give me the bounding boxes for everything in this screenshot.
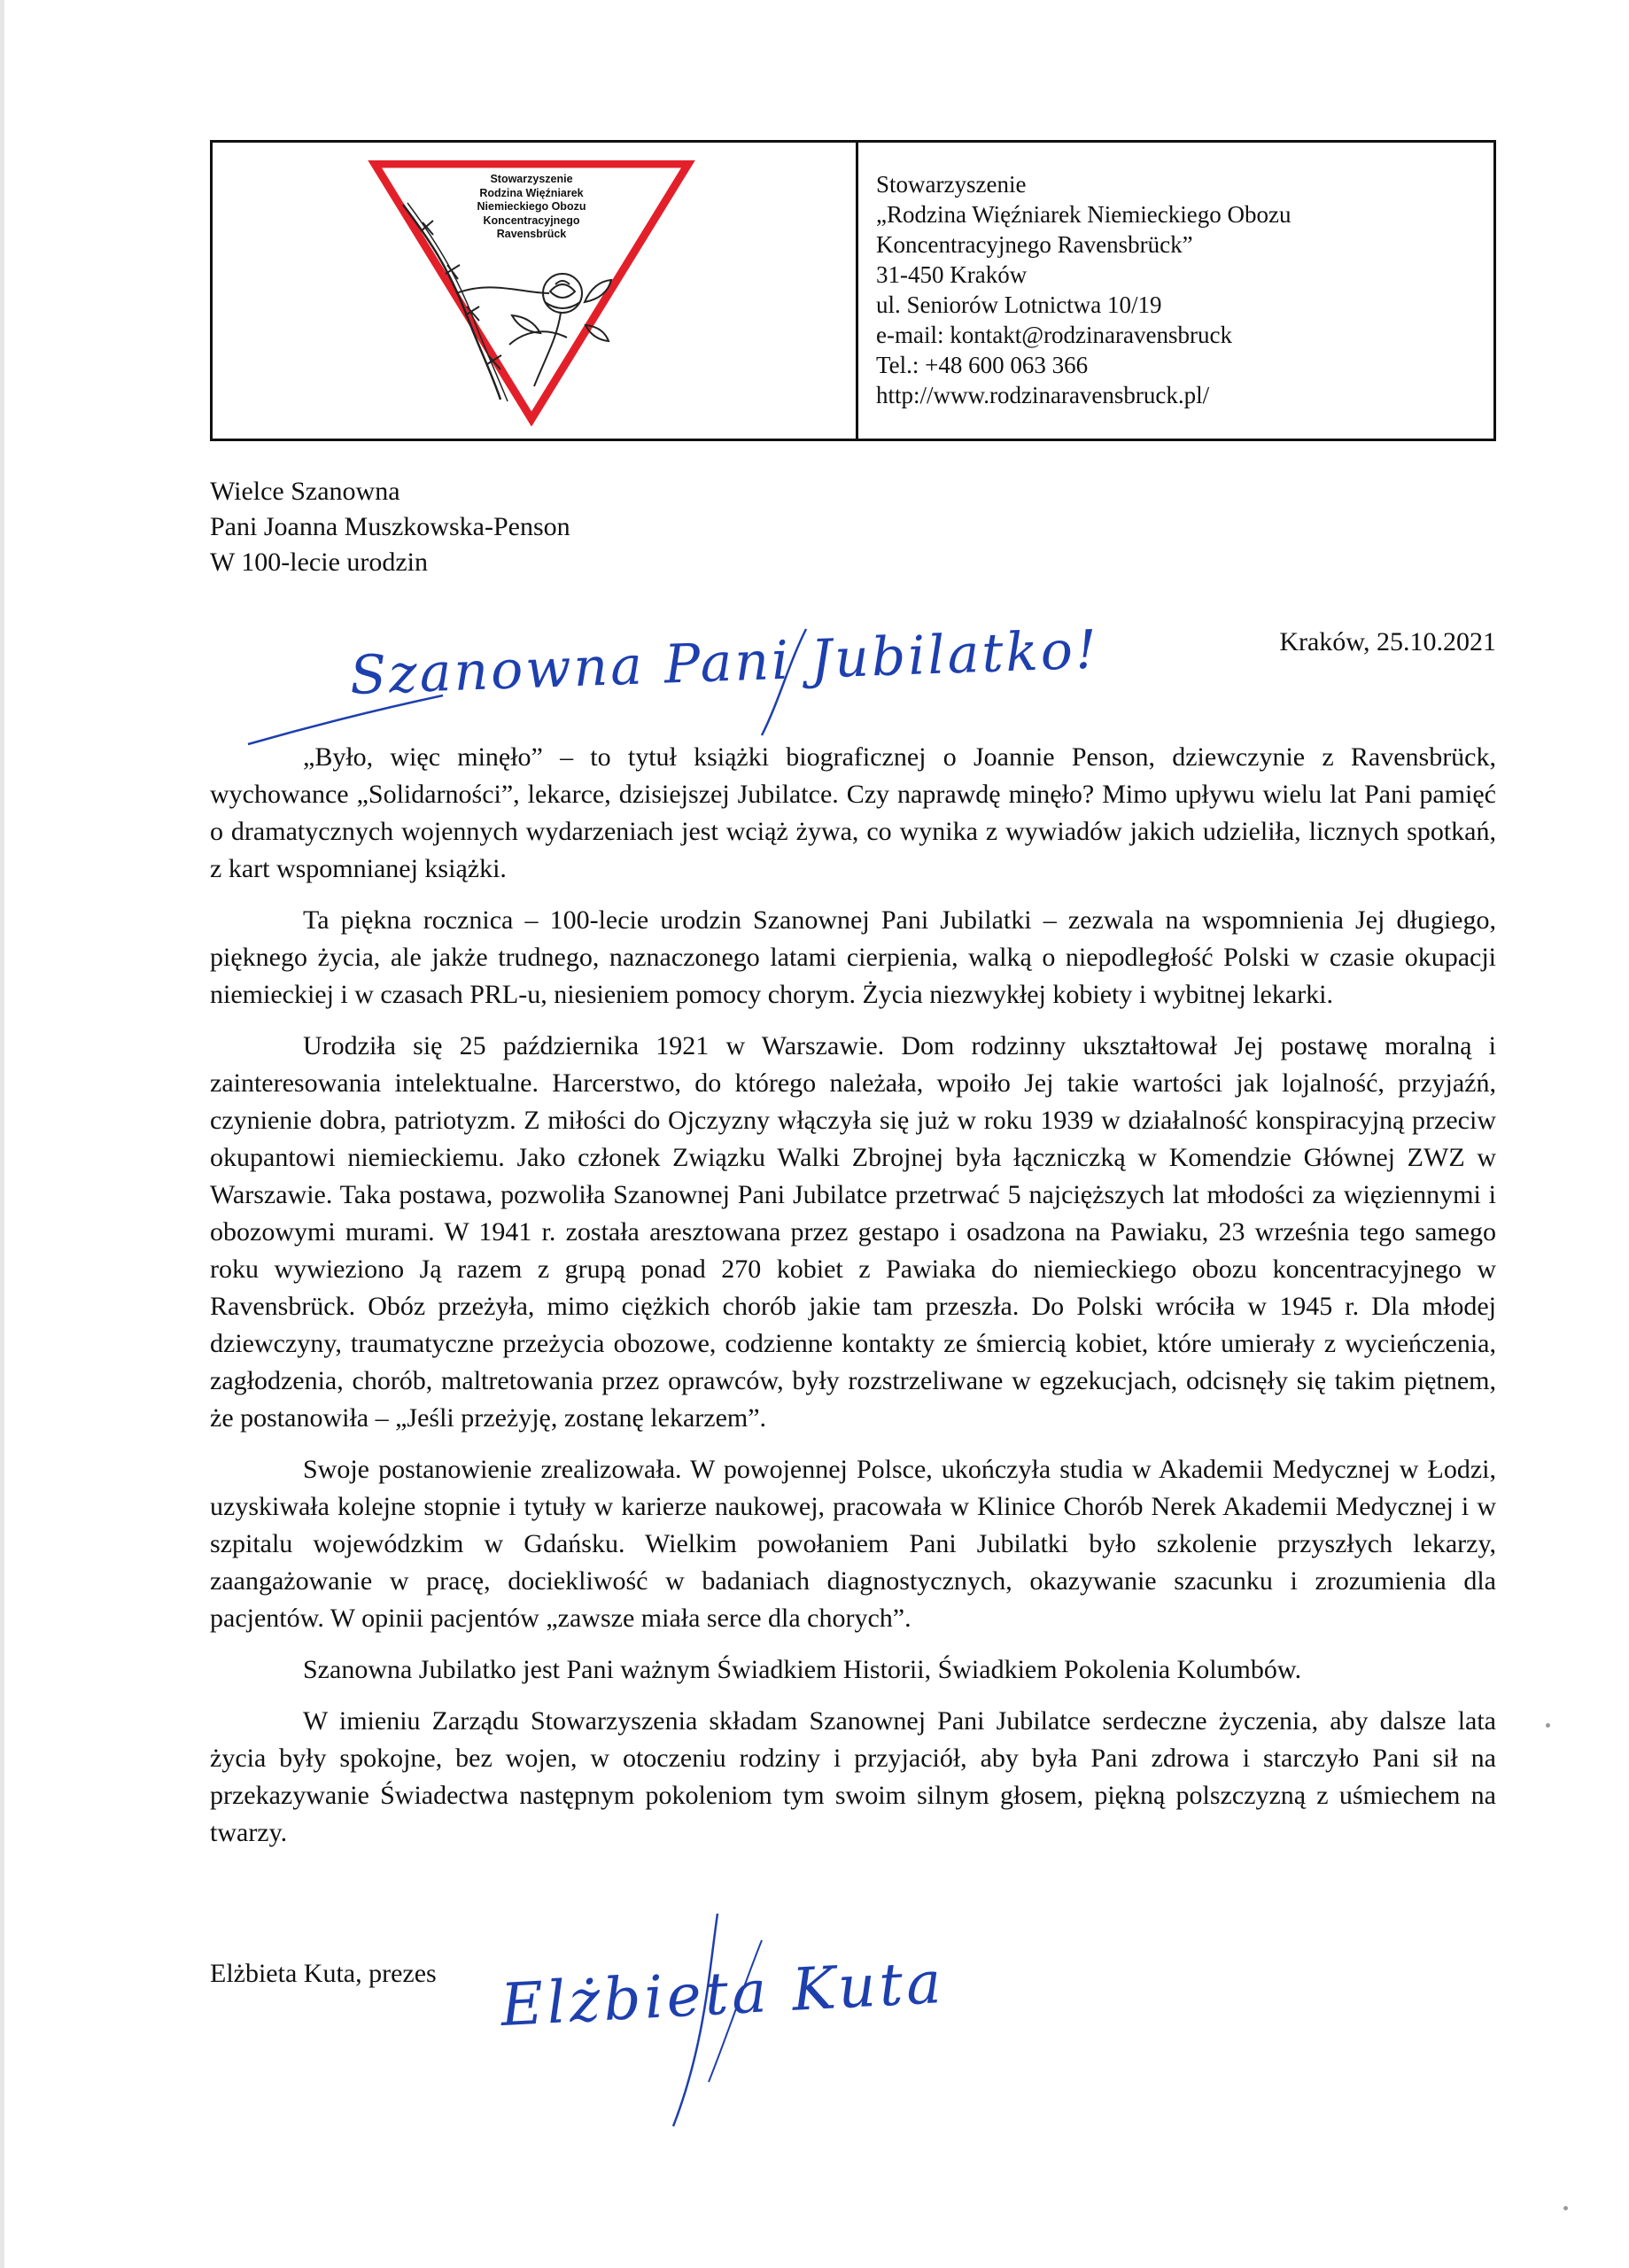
address-line: Koncentracyjnego Ravensbrück” bbox=[876, 231, 1193, 258]
handwritten-signature: Elżbieta Kuta bbox=[499, 1947, 947, 2040]
logo-line: Koncentracyjnego bbox=[483, 214, 580, 227]
logo-line: Niemieckiego Obozu bbox=[477, 200, 586, 213]
paragraph: Swoje postanowienie zrealizowała. W powojennej Polsce, ukończyła studia w Akademii Medycznej w Łodzi, uzyskiwała kolejne stopnie i tytuły w karierze naukowej, pracowała w Klinice Chorób Nerek Akademii Medycznej i w szpitalu wojewódzkim w Gdańsku. Wielkim powołaniem Pani Jubilatki było szkolenie przyszłych lekarzy, zaangażowanie w pracę, dociekliwość w badaniach diagnostycznych, okazywanie szacunku i zrozumienia dla pacjentów. W opinii pacjentów „zawsze miała serce dla chorych”. bbox=[210, 1455, 1496, 1633]
place-date: Kraków, 25.10.2021 bbox=[1279, 627, 1496, 656]
paragraph: „Było, więc minęło” – to tytuł książki biograficznej o Joannie Penson, dziewczynie z Ravensbrück, wychowance „Solidarności”, lekarce, dzisiejszej Jubilatce. Czy naprawdę minęło? Mimo upływu wielu lat Pani pamięć o dramatycznych wojennych wydarzeniach jest wciąż żywa, co wynika z wywiadów jakich udzieliła, licznych spotkań, z kart wspomnianej książki. bbox=[210, 742, 1496, 883]
letterhead bbox=[210, 140, 1496, 441]
address-line: Stowarzyszenie bbox=[876, 171, 1027, 198]
scan-speck bbox=[1563, 2206, 1568, 2210]
paragraph: Ta piękna rocznica – 100-lecie urodzin Szanownej Pani Jubilatki – zezwala na wspomnienia Jej długiego, pięknego życia, ale jakże trudnego, naznaczonego latami cierpienia, walką o niepodległość Polski w czasie okupacji niemieckiej i w czasach PRL-u, niesieniem pomocy chorym. Życia niezwykłej kobiety i wybitnej lekarki. bbox=[210, 905, 1496, 1009]
association-logo bbox=[368, 160, 695, 426]
address-line: „Rodzina Więźniarek Niemieckiego Obozu bbox=[876, 201, 1292, 228]
logo-line: Rodzina Więźniarek bbox=[479, 186, 584, 199]
recipient-name: Pani Joanna Muszkowska-Penson bbox=[210, 512, 570, 541]
recipient-line: W 100-lecie urodzin bbox=[210, 548, 429, 577]
address-block bbox=[858, 143, 1493, 439]
letter-body bbox=[210, 739, 1496, 1866]
logo-line: Ravensbrück bbox=[496, 228, 567, 240]
email-line: e-mail: kontakt@rodzinaravensbruck bbox=[876, 322, 1232, 348]
website-line: http://www.rodzinaravensbruck.pl/ bbox=[876, 382, 1210, 408]
logo-cell bbox=[213, 143, 858, 439]
address-line: 31-450 Kraków bbox=[876, 261, 1028, 288]
logo-line: Stowarzyszenie bbox=[490, 173, 573, 185]
recipient-block bbox=[210, 474, 570, 580]
logo-text bbox=[368, 173, 695, 242]
paragraph: Urodziła się 25 października 1921 w Warszawie. Dom rodzinny ukształtował Jej postawę moralną i zainteresowania intelektualne. Harcerstwo, do którego należała, wpoiło Jej takie wartości jak lojalność, przyjaźń, czynienie dobra, patriotyzm. Z miłości do Ojczyzny włączyła się już w roku 1939 w działalność konspiracyjną przeciw okupantowi niemieckiemu. Jako członek Związku Walki Zbrojnej była łączniczką w Komendzie Głównej ZWZ w Warszawie. Taka postawa, pozwoliła Szanownej Pani Jubilatce przetrwać 5 najcięższych lat młodości za więziennymi i obozowymi murami. W 1941 r. została aresztowana przez gestapo i osadzona na Pawiaku, 23 września tego samego roku wywieziono Ją razem z grupą ponad 270 kobiet z Pawiaka do niemieckiego obozu koncentracyjnego w Ravensbrück. Obóz przeżyła, mimo ciężkich chorób jakie tam przeszła. Do Polski wróciła w 1945 r. Dla młodej dziewczyny, traumatyczne przeżycia obozowe, codzienne kontakty ze śmiercią kobiet, które umierały z wycieńczenia, zagłodzenia, chorób, maltretowania przez oprawców, były rozstrzeliwane w egzekucjach, odcisnęły się takim piętnem, że postanowiła – „Jeśli przeżyję, zostanę lekarzem”. bbox=[210, 1031, 1496, 1433]
page-edge bbox=[0, 0, 4, 2268]
address-line: ul. Seniorów Lotnictwa 10/19 bbox=[876, 291, 1162, 318]
signatory: Elżbieta Kuta, prezes bbox=[210, 1959, 437, 1988]
handwritten-greeting: Szanowna Pani Jubilatko! bbox=[348, 618, 1101, 707]
phone-line: Tel.: +48 600 063 366 bbox=[876, 352, 1089, 378]
paragraph: Szanowna Jubilatko jest Pani ważnym Świadkiem Historii, Świadkiem Pokolenia Kolumbów. bbox=[303, 1655, 1302, 1684]
scan-speck bbox=[1546, 1723, 1550, 1728]
paragraph: W imieniu Zarządu Stowarzyszenia składam Szanownej Pani Jubilatce serdeczne życzenia, aby dalsze lata życia były spokojne, bez wojen, w otoczeniu rodziny i przyjaciół, aby była Pani zdrowa i starczyło Pani sił na przekazywanie Świadectwa następnym pokoleniom tym swoim silnym głosem, piękną polszczyzną z uśmiechem na twarzy. bbox=[210, 1706, 1496, 1847]
recipient-line: Wielce Szanowna bbox=[210, 477, 400, 506]
